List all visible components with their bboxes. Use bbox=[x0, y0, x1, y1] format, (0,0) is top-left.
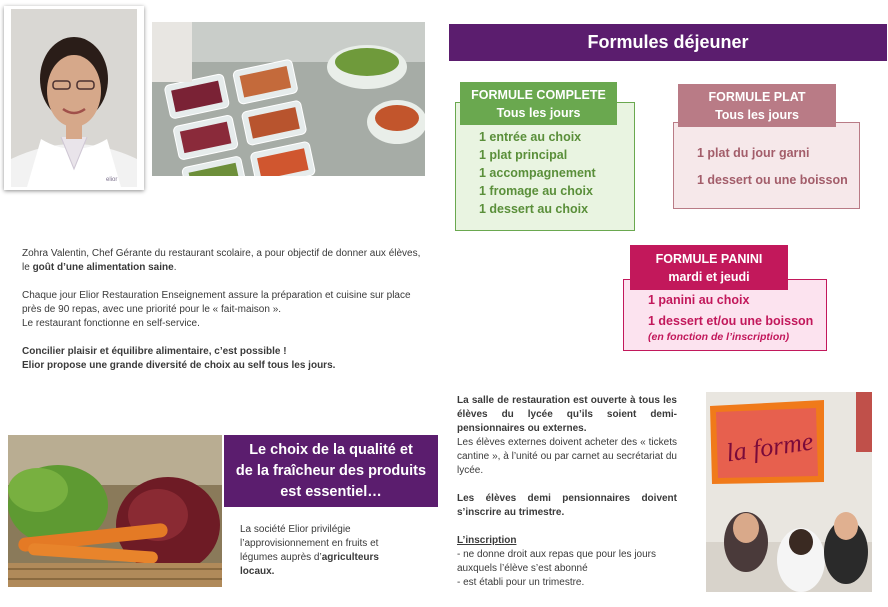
formule-panini-subtitle: mardi et jeudi bbox=[668, 269, 750, 284]
formules-header: Formules déjeuner bbox=[449, 24, 887, 61]
quality-line-2: de la fraîcheur des produits bbox=[235, 462, 427, 479]
room-sign-text: la forme bbox=[724, 426, 816, 468]
formule-complete-item: 1 fromage au choix bbox=[479, 184, 593, 198]
formule-complete-item: 1 accompagnement bbox=[479, 166, 596, 180]
intro-paragraph-4: Concilier plaisir et équilibre alimentaire, c’est possible ! bbox=[22, 346, 287, 357]
salle-text bbox=[457, 394, 677, 590]
formule-panini-item: 1 dessert et/ou une boisson bbox=[648, 314, 814, 328]
salle-paragraph-3: Les élèves demi pensionnaires doivent s’inscrire au trimestre. bbox=[457, 493, 677, 518]
formule-plat-title: FORMULE PLAT bbox=[708, 89, 806, 104]
formule-complete-item: 1 plat principal bbox=[479, 148, 568, 162]
intro-paragraph-3: Le restaurant fonctionne en self-service. bbox=[22, 318, 200, 329]
formule-plat-subtitle: Tous les jours bbox=[715, 107, 799, 122]
salad-trays-photo bbox=[152, 22, 425, 176]
formule-panini-title: FORMULE PANINI bbox=[655, 251, 763, 266]
salle-paragraph-1: La salle de restauration est ouverte à tous les élèves du lycée qu’ils soient demi-pensionnaires ou externes. bbox=[457, 395, 677, 434]
formule-plat-item: 1 plat du jour garni bbox=[697, 146, 810, 160]
quality-banner bbox=[224, 435, 438, 507]
inscription-line-2: - est établi pour un trimestre. bbox=[457, 577, 585, 588]
inscription-line-1: - ne donne droit aux repas que pour les jours auxquels l’élève s’est abonné bbox=[457, 549, 657, 574]
formule-complete-title: FORMULE COMPLETE bbox=[471, 87, 606, 102]
chef-portrait-frame bbox=[4, 6, 144, 190]
formule-panini-item: 1 panini au choix bbox=[648, 293, 750, 307]
chef-portrait-photo bbox=[11, 9, 137, 187]
intro-paragraph-2: Chaque jour Elior Restauration Enseignement assure la préparation et cuisine sur place près de 90 repas, avec une priorité pour le « fait-maison ». bbox=[22, 290, 411, 315]
dining-room-photo bbox=[706, 392, 872, 592]
quality-line-1: Le choix de la qualité et bbox=[249, 441, 413, 458]
formule-plat-item: 1 dessert ou une boisson bbox=[697, 173, 848, 187]
quality-text: La société Elior privilégie l’approvisionnement en fruits et légumes auprès d’agriculteurs locaux. bbox=[240, 524, 379, 577]
elior-badge: elior bbox=[106, 177, 118, 183]
quality-line-3: est essentiel… bbox=[280, 483, 382, 500]
formule-complete-item: 1 entrée au choix bbox=[479, 130, 582, 144]
formule-complete-subtitle: Tous les jours bbox=[496, 105, 581, 120]
intro-text bbox=[22, 247, 422, 373]
formule-complete-item: 1 dessert au choix bbox=[479, 202, 589, 216]
intro-paragraph-1: Zohra Valentin, Chef Gérante du restaurant scolaire, a pour objectif de donner aux élèves, le goût d’une alimentation saine. bbox=[22, 248, 421, 273]
intro-paragraph-5: Elior propose une grande diversité de choix au self tous les jours. bbox=[22, 360, 336, 371]
salle-paragraph-2: Les élèves externes doivent acheter des « tickets cantine », à l’unité ou par carnet au secrétariat du lycée. bbox=[457, 437, 677, 476]
inscription-title: L’inscription bbox=[457, 535, 517, 546]
formule-panini-note: (en fonction de l’inscription) bbox=[648, 331, 790, 343]
vegetables-photo bbox=[8, 435, 222, 587]
